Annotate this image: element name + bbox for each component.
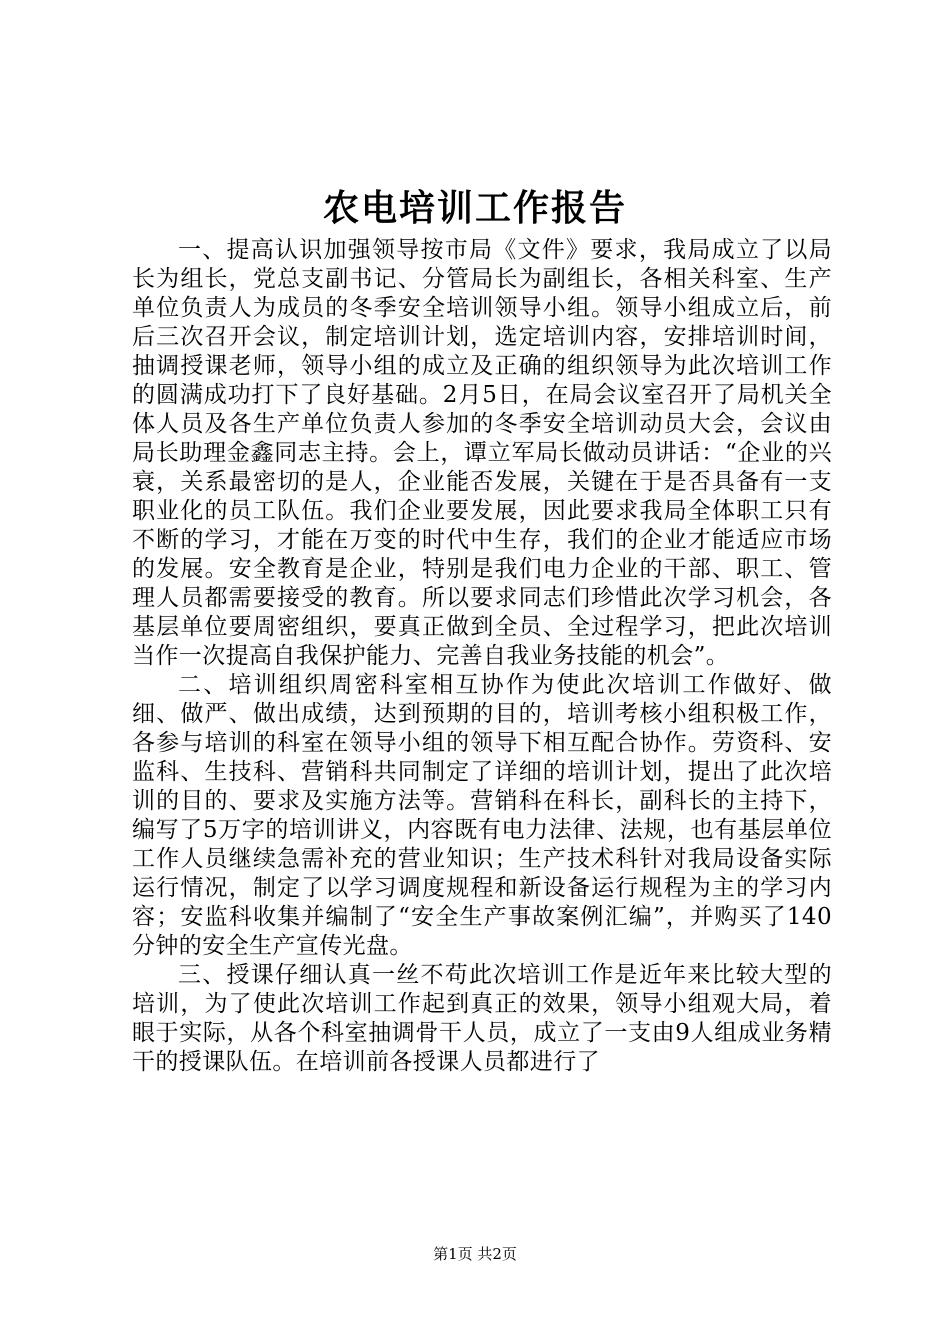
page-footer: 第1页 共2页 bbox=[433, 1245, 517, 1263]
document-title: 农电培训工作报告 bbox=[322, 187, 627, 229]
paragraph-1: 一、提高认识加强领导按市局《文件》要求，我局成立了以局长为组长，党总支副书记、分管局长为副组长，各相关科室、生产单位负责人为成员的冬季安全培训领导小组。领导小组成立后，前后三次召开会议，制定培训计划，选定培训内容，安排培训时间，抽调授课老师，领导小组的成立及正确的组织领导为此次培训工作的圆满成功打下了良好基础。2月5日，在局会议室召开了局机关全体人员及各生产单位负责人参加的冬季安全培训动员大会，会议由局长助理金鑫同志主持。会上，谭立军局长做动员讲话：“企业的兴衰，关系最密切的是人，企业能否发展，关键在于是否具备有一支职业化的员工队伍。我们企业要发展，因此要求我局全体职工只有不断的学习，才能在万变的时代中生存，我们的企业才能适应市场的发展。安全教育是企业，特别是我们电力企业的干部、职工、管理人员都需要接受的教育。所以要求同志们珍惜此次学习机会，各基层单位要周密组织，要真正做到全员、全过程学习，把此次培训当作一次提高自我保护能力、完善自我业务技能的机会”。 bbox=[132, 237, 832, 669]
document-body bbox=[132, 236, 832, 1077]
paragraph-3: 三、授课仔细认真一丝不苟此次培训工作是近年来比较大型的培训，为了使此次培训工作起到真正的效果，领导小组观大局，着眼于实际，从各个科室抽调骨干人员，成立了一支由9人组成业务精干的授课队伍。在培训前各授课人员都进行了 bbox=[132, 962, 832, 1075]
paragraph-2: 二、培训组织周密科室相互协作为使此次培训工作做好、做细、做严、做出成绩，达到预期的目的，培训考核小组积极工作，各参与培训的科室在领导小组的领导下相互配合协作。劳资科、安监科、生技科、营销科共同制定了详细的培训计划，提出了此次培训的目的、要求及实施方法等。营销科在科长，副科长的主持下，编写了5万字的培训讲义，内容既有电力法律、法规，也有基层单位工作人员继续急需补充的营业知识；生产技术科针对我局设备实际运行情况，制定了以学习调度规程和新设备运行规程为主的学习内容；安监科收集并编制了“安全生产事故案例汇编”，并购买了140分钟的安全生产宣传光盘。 bbox=[132, 672, 832, 959]
